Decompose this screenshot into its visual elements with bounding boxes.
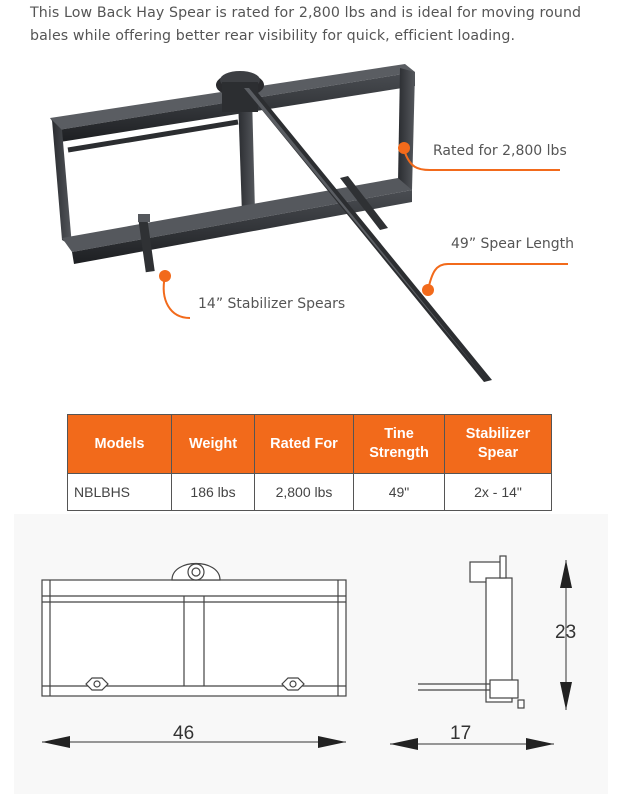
- dimension-drawing: [14, 514, 608, 794]
- intro-text: This Low Back Hay Spear is rated for 2,800 lbs and is ideal for moving round bales while offering better rear visibility for quick, efficient loading.: [30, 5, 582, 44]
- cell-stabilizer-spear: 2x - 14": [445, 474, 552, 511]
- header-weight: Weight: [172, 415, 255, 474]
- dimension-height-label: 23: [555, 622, 577, 643]
- header-rated-for: Rated For: [255, 415, 354, 474]
- cell-model: NBLBHS: [68, 474, 172, 511]
- header-models: Models: [68, 415, 172, 474]
- header-stabilizer-spear: Stabilizer Spear: [445, 415, 552, 474]
- dimension-width-label: 46: [173, 723, 195, 744]
- callout-rated: Rated for 2,800 lbs: [433, 143, 567, 159]
- cell-rated-for: 2,800 lbs: [255, 474, 354, 511]
- hay-spear-product-image: [0, 50, 621, 400]
- callout-stabilizer: 14” Stabilizer Spears: [198, 296, 346, 312]
- dimension-depth-label: 17: [450, 723, 472, 744]
- callout-spear-length: 49” Spear Length: [451, 236, 574, 252]
- table-row: [68, 474, 552, 511]
- spec-table: [67, 414, 552, 511]
- cell-tine-strength: 49": [354, 474, 445, 511]
- cell-weight: 186 lbs: [172, 474, 255, 511]
- header-tine-strength: Tine Strength: [354, 415, 445, 474]
- spec-table-header-row: [68, 415, 552, 474]
